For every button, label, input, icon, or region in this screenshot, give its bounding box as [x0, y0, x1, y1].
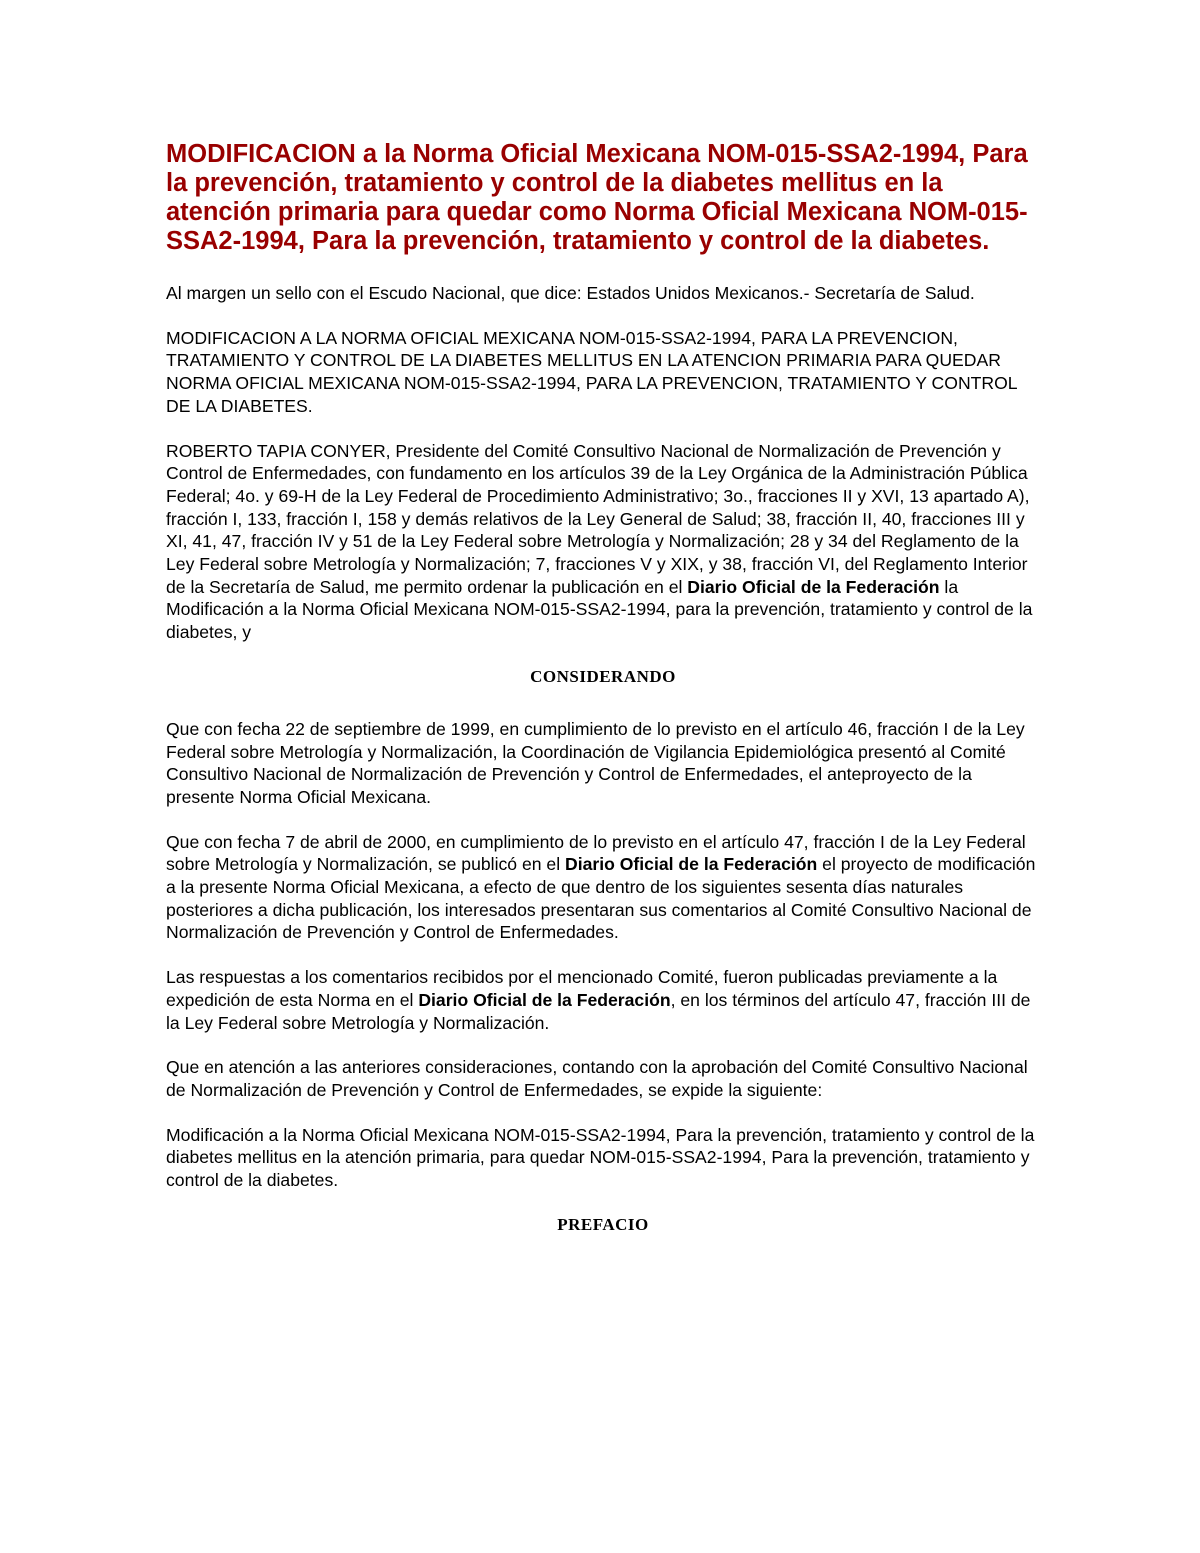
p3-text-after: , en los términos del artículo 47, fracción III de la Ley Federal sobre Metrología y Normalización. [166, 989, 1031, 1033]
document-page [166, 140, 1040, 1266]
diario-oficial-bold: Diario Oficial de la Federación [418, 989, 671, 1010]
considerando-paragraph-4: Que en atención a las anteriores consideraciones, contando con la aprobación del Comité Consultivo Nacional de Normalización de Prevención y Control de Enfermedades, se expide la siguiente: [166, 1057, 1028, 1100]
sello-paragraph: Al margen un sello con el Escudo Nacional, que dice: Estados Unidos Mexicanos.- Secretaría de Salud. [166, 283, 975, 303]
prefacio-heading: PREFACIO [557, 1214, 649, 1234]
considerando-paragraph-3 [166, 966, 1040, 1034]
document-title: MODIFICACION a la Norma Oficial Mexicana NOM-015-SSA2-1994, Para la prevención, tratamiento y control de la diabetes mellitus en la atención primaria para quedar como Norma Oficial Mexicana NOM-015-SSA2-1994, Para la prevención, tratamiento y control de la diabetes. [166, 140, 1028, 255]
considerando-paragraph-2 [166, 831, 1040, 945]
considerando-heading: CONSIDERANDO [530, 666, 676, 686]
modificacion-caps-paragraph: MODIFICACION A LA NORMA OFICIAL MEXICANA NOM-015-SSA2-1994, PARA LA PREVENCION, TRATAMIENTO Y CONTROL DE LA DIABETES MELLITUS EN LA ATENCION PRIMARIA PARA QUEDAR NORMA OFICIAL MEXICANA NOM-015-SSA2-1994, PARA LA PREVENCION, TRATAMIENTO Y CONTROL DE LA DIABETES. [166, 327, 1017, 416]
roberto-text-after: la Modificación a la Norma Oficial Mexicana NOM-015-SSA2-1994, para la prevención, tratamiento y control de la diabetes, y [166, 576, 1033, 643]
p3-text-before: Las respuestas a los comentarios recibidos por el mencionado Comité, fueron publicadas previamente a la expedición de esta Norma en el [166, 967, 998, 1010]
roberto-text-before: ROBERTO TAPIA CONYER, Presidente del Comité Consultivo Nacional de Normalización de Prevención y Control de Enfermedades, con fundamento en los artículos 39 de la Ley Orgánica de la Administración Pública Federal; 4o. y 69-H de la Ley Federal de Procedimiento Administrativo; 3o., fracciones II y XVI, 13 apartado A), fracción I, 133, fracción I, 158 y demás relativos de la Ley General de Salud; 38, fracción II, 40, fracciones III y XI, 41, 47, fracción IV y 51 de la Ley Federal sobre Metrología y Normalización; 28 y 34 del Reglamento de la Ley Federal sobre Metrología y Normalización; 7, fracciones V y XIX, y 38, fracción VI, del Reglamento Interior de la Secretaría de Salud, me permito ordenar la publicación en el [166, 440, 1030, 597]
diario-oficial-bold: Diario Oficial de la Federación [565, 854, 818, 875]
p2-text-before: Que con fecha 7 de abril de 2000, en cumplimiento de lo previsto en el artículo 47, fracción I de la Ley Federal sobre Metrología y Normalización, se publicó en el [166, 831, 1026, 875]
considerando-paragraph-1: Que con fecha 22 de septiembre de 1999, en cumplimiento de lo previsto en el artículo 46, fracción I de la Ley Federal sobre Metrología y Normalización, la Coordinación de Vigilancia Epidemiológica presentó al Comité Consultivo Nacional de Normalización de Prevención y Control de Enfermedades, el anteproyecto de la presente Norma Oficial Mexicana. [166, 718, 1025, 807]
modificacion-paragraph: Modificación a la Norma Oficial Mexicana NOM-015-SSA2-1994, Para la prevención, tratamiento y control de la diabetes mellitus en la atención primaria, para quedar NOM-015-SSA2-1994, Para la prevención, tratamiento y control de la diabetes. [166, 1124, 1035, 1191]
p2-text-after: el proyecto de modificación a la presente Norma Oficial Mexicana, a efecto de que dentro de los siguientes sesenta días naturales posteriores a dicha publicación, los interesados presentaran sus comentarios al Comité Consultivo Nacional de Normalización de Prevención y Control de Enfermedades. [166, 854, 1036, 943]
diario-oficial-bold: Diario Oficial de la Federación [687, 576, 940, 597]
roberto-tapia-paragraph [166, 440, 1040, 644]
